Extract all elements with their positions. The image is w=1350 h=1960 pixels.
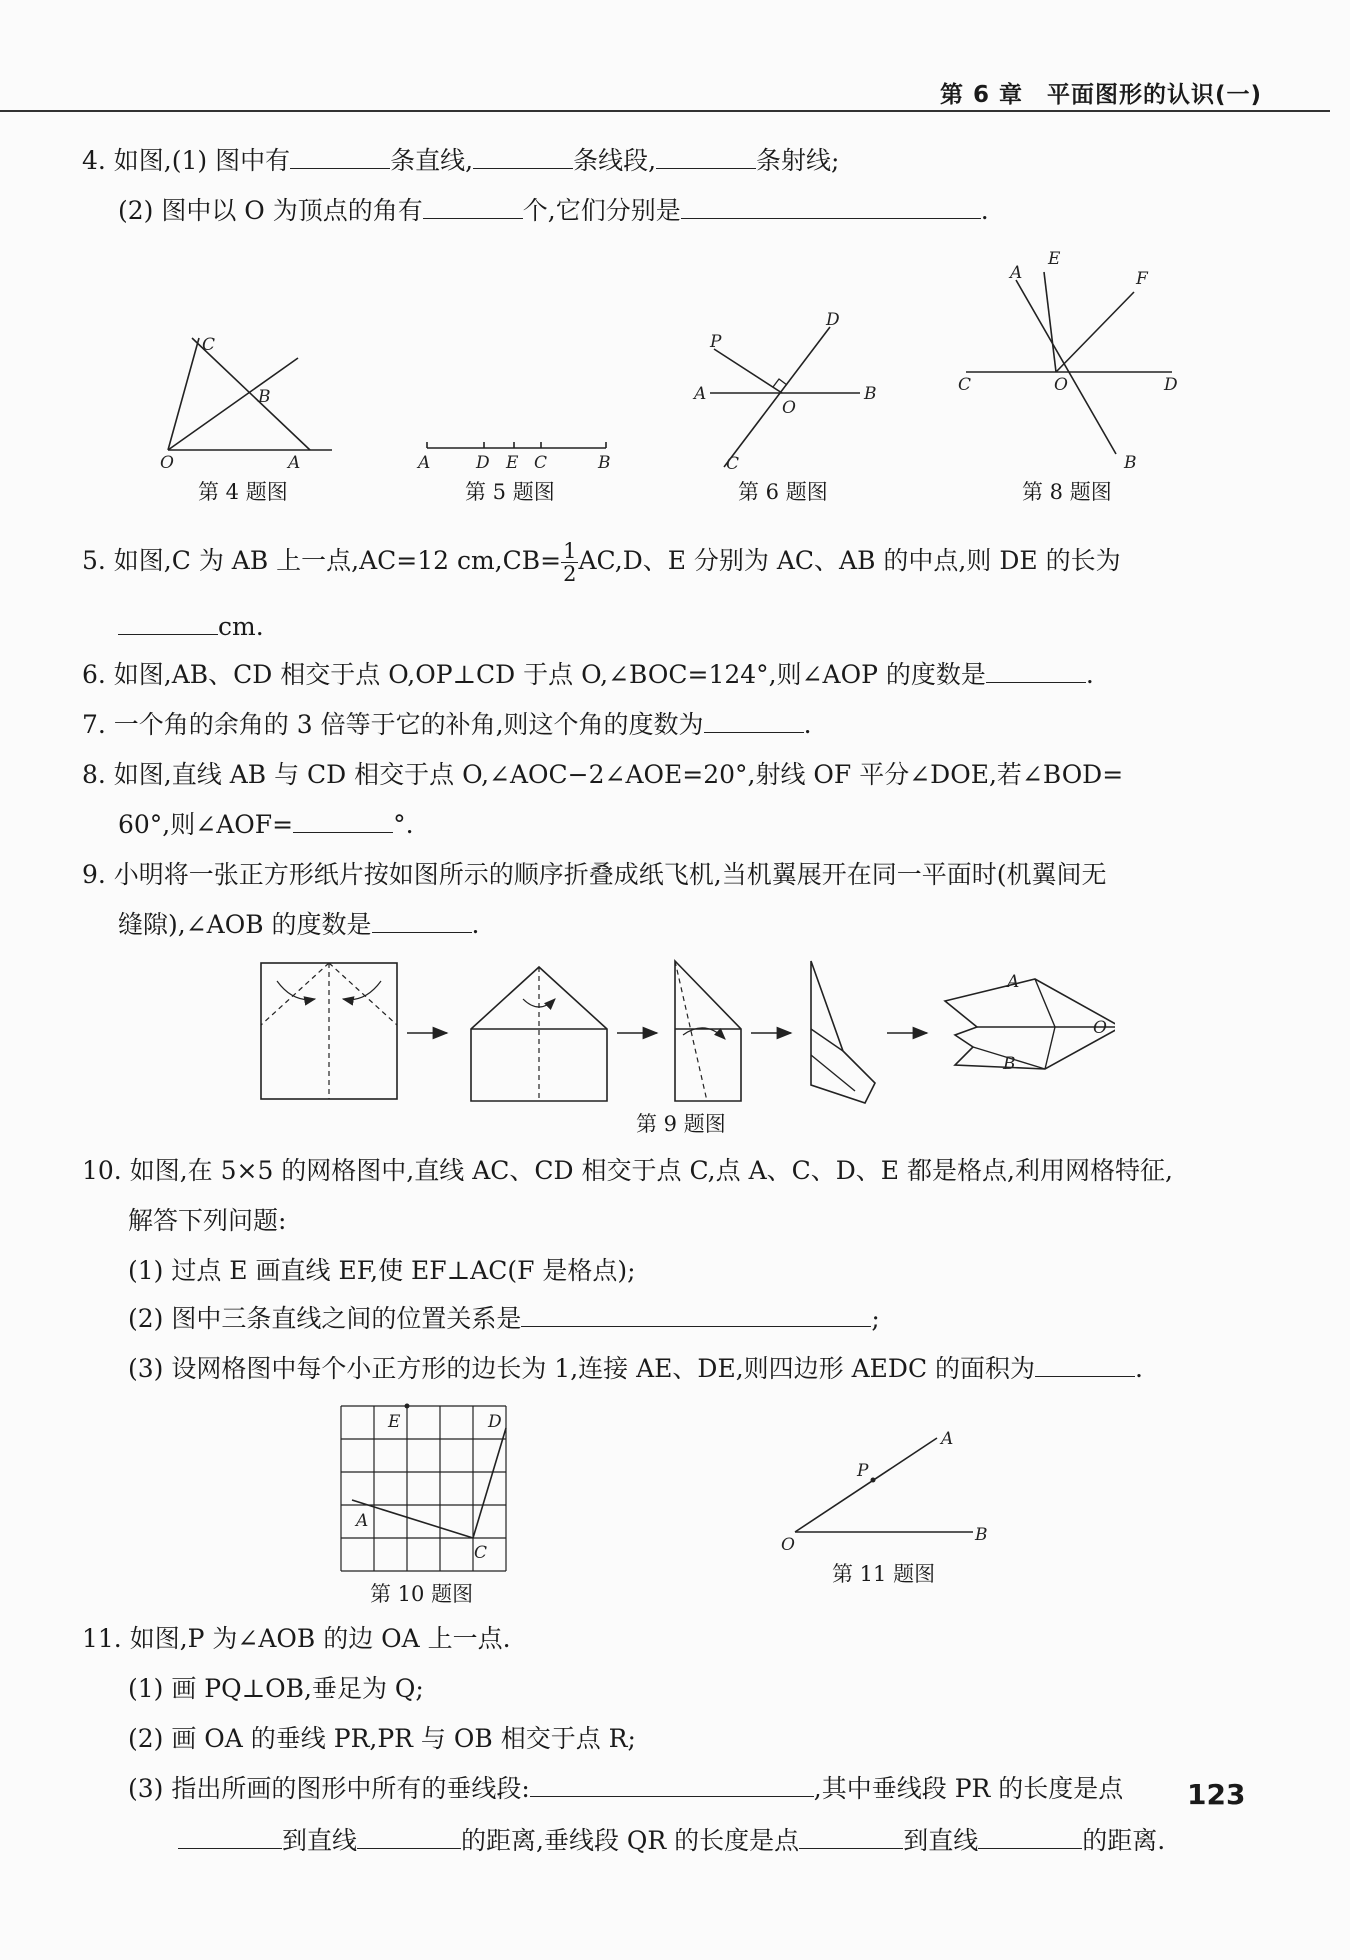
label-D: D xyxy=(476,453,490,470)
q11-sub1: (1) 画 PQ⊥OB,垂足为 Q; xyxy=(128,1674,424,1703)
q11-text: 11. 如图,P 为∠AOB 的边 OA 上一点. xyxy=(82,1624,511,1653)
question-5-line-2 xyxy=(118,610,264,644)
question-8-line-1 xyxy=(82,758,1123,792)
label-P: P xyxy=(710,332,722,352)
q7-text: 7. 一个角的余角的 3 倍等于它的补角,则这个角的度数为 xyxy=(82,710,704,739)
q11-sub2: (2) 画 OA 的垂线 PR,PR 与 OB 相交于点 R; xyxy=(128,1724,636,1753)
answer-blank[interactable] xyxy=(118,612,218,635)
q8-text-a: 8. 如图,直线 AB 与 CD 相交于点 O,∠AOC−2∠AOE=20°,射线 OF 平分∠DOE,若∠BOD= xyxy=(82,760,1124,789)
answer-blank[interactable] xyxy=(704,710,804,733)
label-C: C xyxy=(958,375,972,395)
fold-step-4 xyxy=(811,961,875,1103)
question-10-part-3: (3) 设网格图中每个小正方形的边长为 1,连接 AE、DE,则四边形 AEDC 的面积为 . xyxy=(128,1354,1143,1383)
label-E: E xyxy=(506,453,519,470)
figure-6 xyxy=(688,305,888,475)
q4-text-g: . xyxy=(980,196,989,225)
fraction-one-half: $\frac{1}{2}$ xyxy=(563,539,577,586)
answer-blank[interactable] xyxy=(656,146,756,169)
q11-sub3-b: ,其中垂线段 PR 的长度是点 xyxy=(813,1774,1124,1803)
fold-step-2 xyxy=(471,967,607,1101)
q5-text-a: 5. 如图,C 为 AB 上一点,AC=12 cm,CB= xyxy=(82,546,562,575)
question-7: 7. 一个角的余角的 3 倍等于它的补角,则这个角的度数为 . xyxy=(82,710,812,739)
q4-text-a: 4. 如图,(1) 图中有 xyxy=(82,146,291,175)
q11-sub3-a: (3) 指出所画的图形中所有的垂线段: xyxy=(128,1774,530,1803)
q5-text-b: AC,D、E 分别为 AC、AB 的中点,则 DE 的长为 xyxy=(578,546,1121,575)
figure-9-caption: 第 9 题图 xyxy=(636,1112,726,1136)
q10-sub3: (3) 设网格图中每个小正方形的边长为 1,连接 AE、DE,则四边形 AEDC 的面积为 xyxy=(128,1354,1036,1383)
label-F: F xyxy=(1136,269,1148,289)
question-6: 6. 如图,AB、CD 相交于点 O,OP⊥CD 于点 O,∠BOC=124°,则∠AOP 的度数是 . xyxy=(82,660,1094,689)
label-B: B xyxy=(975,1525,988,1545)
question-11-part-1 xyxy=(128,1672,424,1706)
chapter-title: 第 6 章 平面图形的认识(一) xyxy=(939,82,1262,108)
figure-4-caption: 第 4 题图 xyxy=(198,480,288,504)
label-A: A xyxy=(941,1429,954,1449)
label-A: A xyxy=(418,453,431,470)
label-A: A xyxy=(356,1511,369,1531)
answer-blank[interactable] xyxy=(372,910,472,933)
label-O: O xyxy=(1093,1018,1107,1038)
label-O: O xyxy=(782,398,796,418)
answer-blank[interactable] xyxy=(681,196,981,219)
question-10-part-1 xyxy=(128,1254,636,1288)
label-C: C xyxy=(202,335,216,355)
figure-5-caption: 第 5 题图 xyxy=(465,480,555,504)
q10-text-a: 10. 如图,在 5×5 的网格图中,直线 AC、CD 相交于点 C,点 A、C、D、E 都是格点,利用网格特征, xyxy=(82,1156,1173,1185)
label-C: C xyxy=(474,1543,488,1563)
answer-blank[interactable] xyxy=(293,810,393,833)
page-number: 123 xyxy=(1187,1778,1246,1811)
question-11-part-3-cont: 到直线 的距离,垂线段 QR 的长度是点 到直线 的距离. xyxy=(178,1824,1165,1858)
figure-10 xyxy=(336,1400,516,1576)
answer-blank[interactable] xyxy=(357,1826,461,1849)
figure-9 xyxy=(255,955,1115,1115)
label-O: O xyxy=(160,453,174,470)
answer-blank[interactable] xyxy=(290,146,390,169)
label-O: O xyxy=(781,1535,795,1550)
q5-text-c: cm. xyxy=(218,612,264,641)
question-11-line-1 xyxy=(82,1622,511,1656)
label-A: A xyxy=(694,384,707,404)
question-5-line-1 xyxy=(82,540,1121,585)
page-header xyxy=(0,72,1350,112)
label-C: C xyxy=(726,454,740,474)
answer-blank[interactable] xyxy=(978,1826,1082,1849)
label-B: B xyxy=(258,387,271,407)
label-D: D xyxy=(826,310,840,330)
label-P: P xyxy=(857,1461,869,1481)
answer-blank[interactable] xyxy=(1035,1354,1135,1377)
question-10-line-2 xyxy=(128,1204,286,1238)
label-A: A xyxy=(1010,263,1023,283)
header-rule xyxy=(0,110,1330,112)
q9-text-b: 缝隙),∠AOB 的度数是 xyxy=(118,910,372,939)
question-9-line-2: 缝隙),∠AOB 的度数是 . xyxy=(118,910,480,939)
q4-text-f: 个,它们分别是 xyxy=(522,196,681,225)
q10-sub1: (1) 过点 E 画直线 EF,使 EF⊥AC(F 是格点); xyxy=(128,1256,636,1285)
answer-blank[interactable] xyxy=(521,1304,871,1327)
q10-text-b: 解答下列问题: xyxy=(128,1206,287,1235)
fold-step-5 xyxy=(945,972,1115,1074)
answer-blank[interactable] xyxy=(986,660,1086,683)
figure-10-caption: 第 10 题图 xyxy=(370,1582,474,1606)
q4-text-b: 条直线, xyxy=(390,146,474,175)
figure-11 xyxy=(775,1420,1000,1550)
label-D: D xyxy=(1164,375,1178,395)
label-C: C xyxy=(534,453,548,470)
label-B: B xyxy=(1124,453,1137,473)
figure-8-caption: 第 8 题图 xyxy=(1022,480,1112,504)
q9-text-a: 9. 小明将一张正方形纸片按如图所示的顺序折叠成纸飞机,当机翼展开在同一平面时(机翼间无 xyxy=(82,860,1107,889)
question-11-part-3 xyxy=(128,1772,1123,1806)
q10-sub2: (2) 图中三条直线之间的位置关系是 xyxy=(128,1304,522,1333)
label-D: D xyxy=(488,1412,502,1432)
figure-6-caption: 第 6 题图 xyxy=(738,480,828,504)
question-9-line-1 xyxy=(82,858,1107,892)
figure-5 xyxy=(410,430,610,470)
q4-text-d: 条射线; xyxy=(756,146,840,175)
q8-text-b: 60°,则∠AOF= xyxy=(118,810,294,839)
answer-blank[interactable] xyxy=(799,1826,903,1849)
fold-step-1 xyxy=(261,963,397,1099)
label-B: B xyxy=(598,453,610,470)
question-11-part-2 xyxy=(128,1722,636,1756)
label-B: B xyxy=(864,384,877,404)
label-O: O xyxy=(1054,375,1068,395)
answer-blank[interactable] xyxy=(178,1826,282,1849)
figure-11-caption: 第 11 题图 xyxy=(832,1562,936,1586)
answer-blank[interactable] xyxy=(530,1774,814,1797)
q4-text-e: (2) 图中以 O 为顶点的角有 xyxy=(118,196,423,225)
fold-step-3 xyxy=(675,961,741,1101)
label-A: A xyxy=(1007,972,1020,992)
figure-4 xyxy=(150,330,340,470)
label-A: A xyxy=(288,453,301,470)
question-4-line-1 xyxy=(82,144,839,178)
figure-8 xyxy=(950,248,1190,473)
q6-text: 6. 如图,AB、CD 相交于点 O,OP⊥CD 于点 O,∠BOC=124°,则∠AOP 的度数是 xyxy=(82,660,986,689)
label-E: E xyxy=(388,1412,401,1432)
answer-blank[interactable] xyxy=(473,146,573,169)
question-8-line-2: 60°,则∠AOF= °. xyxy=(118,810,414,839)
q4-text-c: 条线段, xyxy=(573,146,657,175)
label-B: B xyxy=(1003,1054,1016,1074)
question-10-part-2: (2) 图中三条直线之间的位置关系是 ; xyxy=(128,1304,880,1333)
label-E: E xyxy=(1048,249,1061,269)
question-4-line-2 xyxy=(118,194,989,228)
question-10-line-1 xyxy=(82,1154,1173,1188)
answer-blank[interactable] xyxy=(423,196,523,219)
